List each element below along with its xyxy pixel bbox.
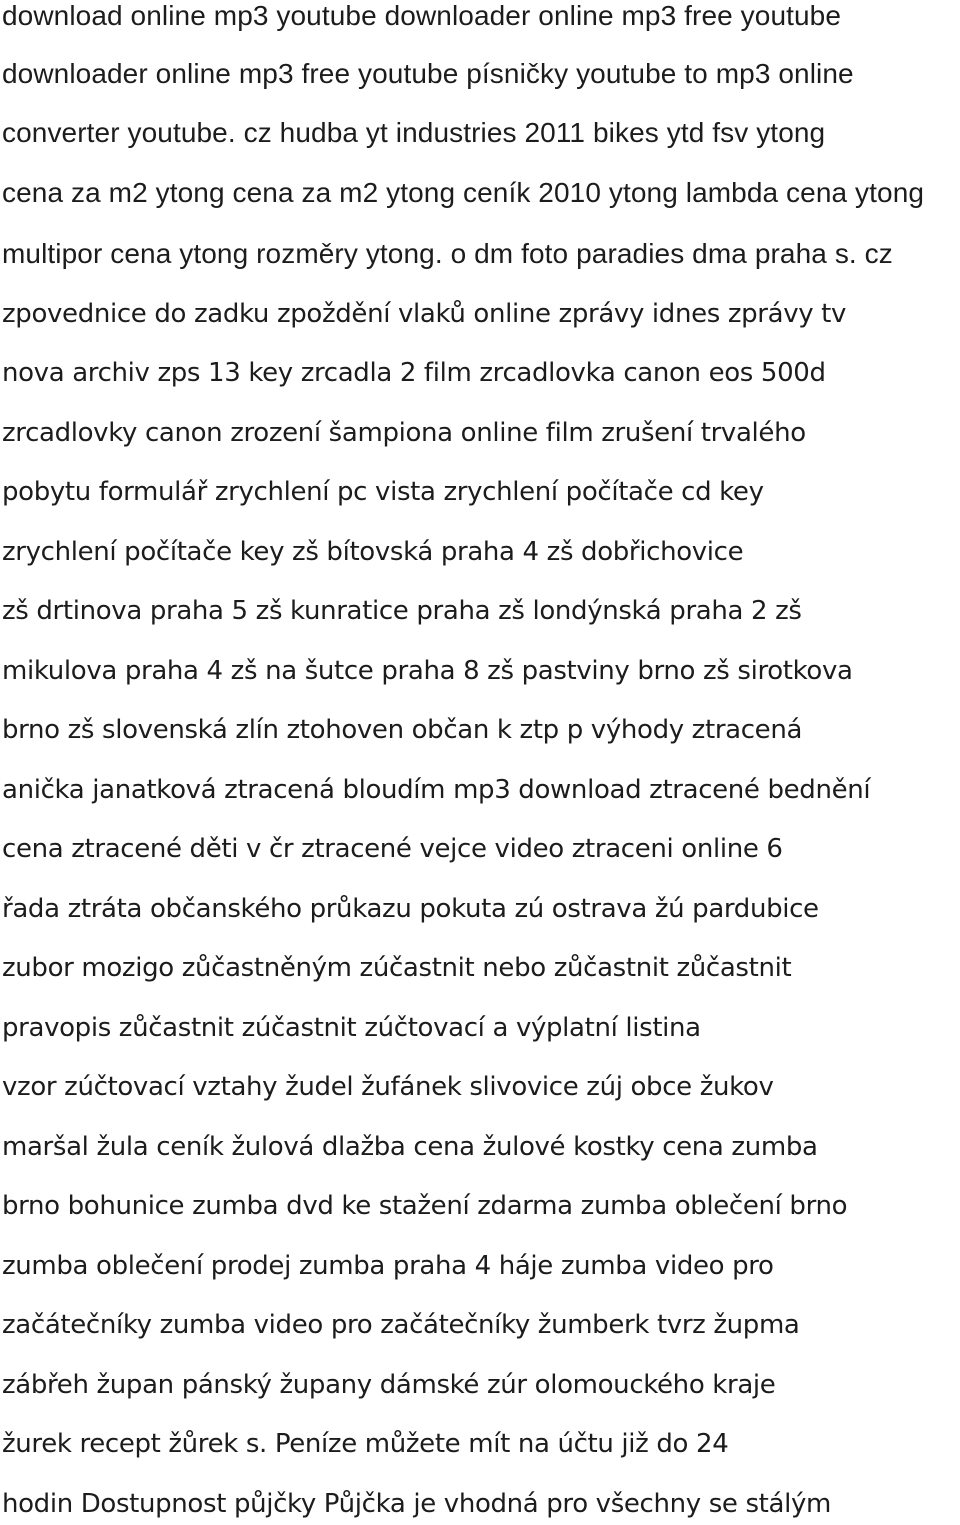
text-line-3: converter youtube. cz hudba yt industries 2011 bikes ytd fsv ytong xyxy=(2,117,826,148)
text-line-9: pobytu formulář zrychlení pc vista zrychlení počítače cd key xyxy=(2,477,764,507)
text-line-23: začátečníky zumba video pro začátečníky žumberk tvrz župma xyxy=(2,1310,800,1340)
text-line-12: mikulova praha 4 zš na šutce praha 8 zš pastviny brno zš sirotkova xyxy=(2,656,853,686)
text-line-17: zubor mozigo zůčastněným zúčastnit nebo zůčastnit zůčastnit xyxy=(2,953,792,983)
text-line-1: download online mp3 youtube downloader online mp3 free youtube xyxy=(2,0,842,31)
text-line-16: řada ztráta občanského průkazu pokuta zú ostrava žú pardubice xyxy=(2,894,819,924)
text-line-11: zš drtinova praha 5 zš kunratice praha zš londýnská praha 2 zš xyxy=(2,596,802,626)
text-line-26: hodin Dostupnost půjčky Půjčka je vhodná pro všechny se stálým xyxy=(2,1489,831,1519)
text-line-2: downloader online mp3 free youtube písničky youtube to mp3 online xyxy=(2,58,854,89)
text-line-4: cena za m2 ytong cena za m2 ytong ceník 2010 ytong lambda cena ytong xyxy=(2,177,925,208)
text-line-22: zumba oblečení prodej zumba praha 4 háje zumba video pro xyxy=(2,1251,774,1281)
text-line-18: pravopis zůčastnit zúčastnit zúčtovací a výplatní listina xyxy=(2,1013,701,1043)
text-line-13: brno zš slovenská zlín ztohoven občan k ztp p výhody ztracená xyxy=(2,715,803,745)
text-line-20: maršal žula ceník žulová dlažba cena žulové kostky cena zumba xyxy=(2,1132,818,1162)
text-line-10: zrychlení počítače key zš bítovská praha 4 zš dobřichovice xyxy=(2,537,744,567)
text-line-7: nova archiv zps 13 key zrcadla 2 film zrcadlovka canon eos 500d xyxy=(2,358,826,388)
text-line-24: zábřeh župan pánský župany dámské zúr olomouckého kraje xyxy=(2,1370,776,1400)
text-line-8: zrcadlovky canon zrození šampiona online film zrušení trvalého xyxy=(2,418,806,448)
text-line-25: žurek recept žůrek s. Peníze můžete mít na účtu již do 24 xyxy=(2,1429,729,1459)
text-line-6: zpovednice do zadku zpoždění vlaků online zprávy idnes zprávy tv xyxy=(2,299,847,329)
text-line-21: brno bohunice zumba dvd ke stažení zdarma zumba oblečení brno xyxy=(2,1191,848,1221)
text-line-19: vzor zúčtovací vztahy žudel žufánek slivovice zúj obce žukov xyxy=(2,1072,774,1102)
text-line-15: cena ztracené děti v čr ztracené vejce video ztraceni online 6 xyxy=(2,834,783,864)
text-line-5: multipor cena ytong rozměry ytong. o dm foto paradies dma praha s. cz xyxy=(2,238,893,269)
text-line-14: anička janatková ztracená bloudím mp3 download ztracené bednění xyxy=(2,775,871,805)
